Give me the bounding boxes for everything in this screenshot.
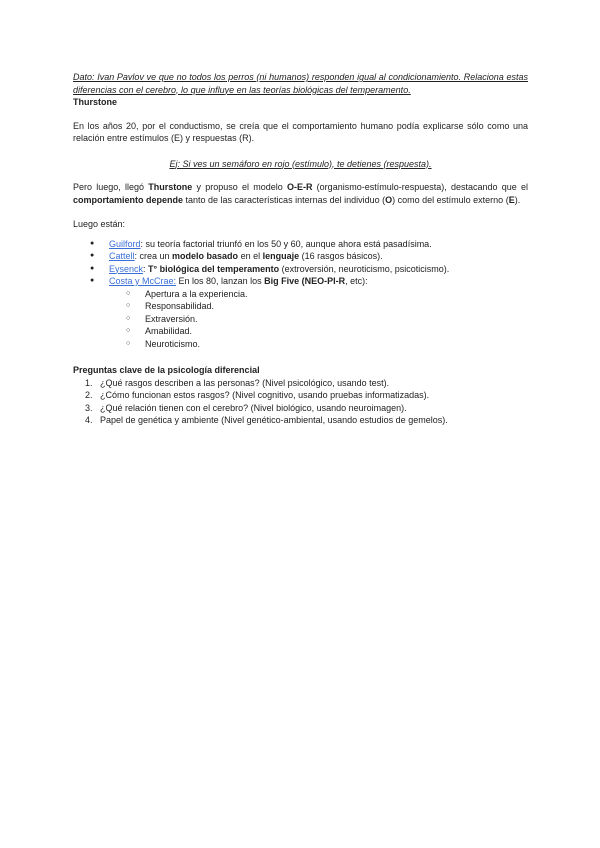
list-item: ○ Apertura a la experiencia. <box>145 288 528 301</box>
question-item <box>85 389 528 402</box>
link-cattell[interactable]: Cattell <box>109 251 135 261</box>
question-text: ¿Qué relación tienen con el cerebro? (Nivel biológico, usando neuroimagen). <box>100 402 407 413</box>
bold-modelo-basado: modelo basado <box>172 251 239 261</box>
text-run: En los 80, lanzan los <box>176 276 265 286</box>
example-semaforo: Ej: Si ves un semáforo en rojo (estímulo), te detienes (respuesta). <box>169 158 432 169</box>
list-item-costa-mccrae <box>109 275 528 350</box>
pavlov-note: Dato: Ivan Pavlov ve que no todos los perros (ni humanos) responden igual al condicionamiento. Relaciona estas diferencias con el cerebro, lo que influye en las teorías biológicas del temperamento. <box>73 72 528 95</box>
list-item: ○ Amabilidad. <box>145 325 528 338</box>
luego-label: Luego están: <box>73 219 126 229</box>
question-number: 3. <box>85 402 93 413</box>
question-number: 1. <box>85 377 93 388</box>
link-guilford[interactable]: Guilford <box>109 238 141 249</box>
list-item-cattell <box>109 250 528 263</box>
questions-list <box>73 377 528 427</box>
text-run: : <box>143 263 149 274</box>
question-item <box>85 402 528 415</box>
document-body <box>73 71 528 427</box>
bold-big-five: Big Five (NEO-PI-R <box>264 276 346 286</box>
big-five-list <box>109 288 528 351</box>
question-number: 2. <box>85 390 93 400</box>
link-eysenck[interactable]: Eysenck <box>109 263 144 274</box>
question-item <box>85 377 528 390</box>
paragraph-oer-model <box>73 181 528 206</box>
text-run: : crea un <box>134 251 173 261</box>
bold-oer: O-E-R <box>286 182 313 192</box>
text-run: y propuso el modelo <box>192 182 287 192</box>
paragraph-conductismo: En los años 20, por el conductismo, se creía que el comportamiento humano podía explicarse sólo como una relación entre estímulos (E) y respuestas (R). <box>73 120 528 143</box>
link-costa-mccrae[interactable]: Costa y McCrae: <box>109 276 177 286</box>
bold-lenguaje: lenguaje <box>262 251 300 261</box>
list-item-eysenck <box>109 263 528 276</box>
bold-comportamiento: comportamiento depende <box>73 194 184 205</box>
list-item: ○ Neuroticismo. <box>145 338 528 351</box>
text-run: (organismo-estímulo-respuesta), destacando que el <box>312 182 528 192</box>
question-text: Papel de genética y ambiente (Nivel genético-ambiental, usando estudios de gemelos). <box>100 415 448 425</box>
text-run: (extroversión, neuroticismo, psicoticismo). <box>279 263 450 274</box>
list-item: ○ Extraversión. <box>145 313 528 326</box>
list-item-guilford <box>109 238 528 251</box>
text-run: tanto de las características internas del individuo ( <box>183 194 386 205</box>
text-run: : su teoría factorial triunfó en los 50 y 60, aunque ahora está pasadísima. <box>140 238 432 249</box>
question-item <box>85 414 528 427</box>
text-run: , etc): <box>345 276 368 286</box>
authors-list <box>73 238 528 351</box>
heading-thurstone: Thurstone <box>73 97 117 107</box>
bold-thurstone: Thurstone <box>148 182 193 192</box>
question-text: ¿Cómo funcionan estos rasgos? (Nivel cognitivo, usando pruebas informatizadas). <box>100 390 430 400</box>
bold-e: E <box>508 194 515 205</box>
question-text: ¿Qué rasgos describen a las personas? (Nivel psicológico, usando test). <box>100 377 390 388</box>
bold-o: O <box>385 194 393 205</box>
question-number: 4. <box>85 415 93 425</box>
heading-preguntas: Preguntas clave de la psicología diferencial <box>73 365 260 375</box>
text-run: (16 rasgos básicos). <box>299 251 383 261</box>
list-item: ○ Responsabilidad. <box>145 300 528 313</box>
text-run: Pero luego, llegó <box>73 182 149 192</box>
text-run: ). <box>514 194 521 205</box>
text-run: ) como del estímulo externo ( <box>392 194 509 205</box>
bold-teoria-biologica: T° biológica del temperamento <box>148 263 280 274</box>
text-run: en el <box>238 251 263 261</box>
